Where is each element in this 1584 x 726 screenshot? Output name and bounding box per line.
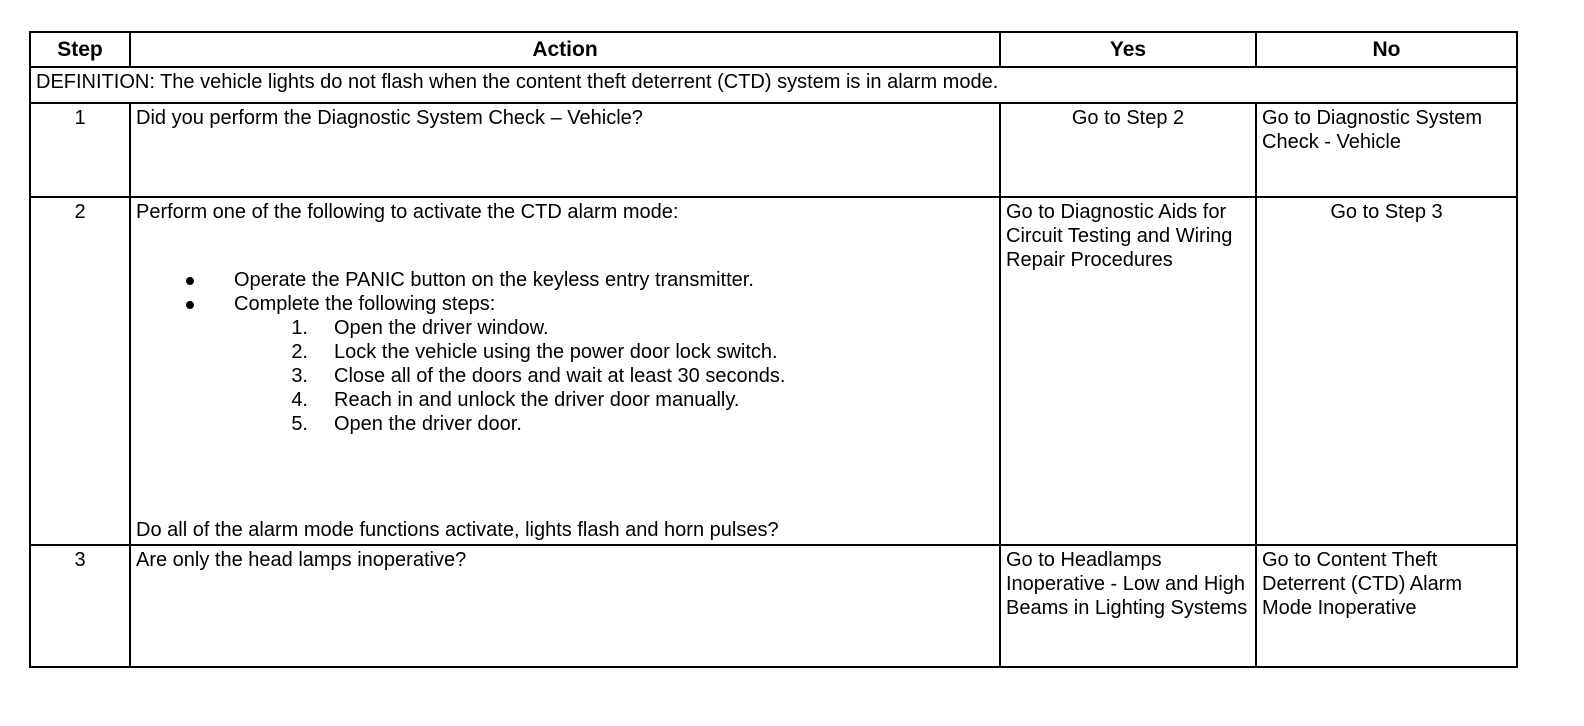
numbered-list — [234, 316, 994, 436]
no-result: Go to Diagnostic System Check - Vehicle — [1256, 103, 1517, 197]
list-item — [234, 388, 994, 412]
no-result: Go to Content Theft Deterrent (CTD) Alarm Mode Inoperative — [1256, 545, 1517, 667]
action-text: Are only the head lamps inoperative? — [130, 545, 1000, 667]
header-action: Action — [130, 32, 1000, 67]
list-number: 2. — [291, 341, 308, 363]
list-text: Open the driver door. — [334, 413, 522, 435]
action-cell — [130, 197, 1000, 545]
list-text: Lock the vehicle using the power door lock switch. — [334, 341, 778, 363]
list-item — [234, 364, 994, 388]
list-number: 5. — [291, 413, 308, 435]
yes-result: Go to Headlamps Inoperative - Low and High Beams in Lighting Systems — [1000, 545, 1256, 667]
table-row — [30, 197, 1517, 545]
header-row — [30, 32, 1517, 67]
bullet-item — [136, 268, 994, 292]
bullet-item — [136, 292, 994, 436]
list-item — [234, 316, 994, 340]
bullet-list — [136, 268, 994, 436]
yes-result: Go to Diagnostic Aids for Circuit Testing and Wiring Repair Procedures — [1000, 197, 1256, 545]
step-number: 3 — [30, 545, 130, 667]
bullet-text: Operate the PANIC button on the keyless entry transmitter. — [234, 269, 754, 291]
header-no: No — [1256, 32, 1517, 67]
bullet-text: Complete the following steps: — [234, 293, 496, 315]
list-item — [234, 412, 994, 436]
list-text: Open the driver window. — [334, 317, 549, 339]
definition-text: DEFINITION: The vehicle lights do not flash when the content theft deterrent (CTD) system is in alarm mode. — [30, 67, 1517, 103]
list-item — [234, 340, 994, 364]
list-number: 4. — [291, 389, 308, 411]
action-intro: Perform one of the following to activate the CTD alarm mode: — [136, 201, 679, 223]
step-number: 2 — [30, 197, 130, 545]
action-text: Did you perform the Diagnostic System Check – Vehicle? — [130, 103, 1000, 197]
bullet-dot-icon — [186, 301, 194, 309]
diagnostic-table — [29, 31, 1518, 668]
definition-row — [30, 67, 1517, 103]
table-row — [30, 103, 1517, 197]
list-text: Close all of the doors and wait at least 30 seconds. — [334, 365, 786, 387]
yes-result: Go to Step 2 — [1000, 103, 1256, 197]
table-row — [30, 545, 1517, 667]
no-result: Go to Step 3 — [1256, 197, 1517, 545]
action-question: Do all of the alarm mode functions activate, lights flash and horn pulses? — [136, 519, 779, 541]
list-number: 1. — [291, 317, 308, 339]
header-step: Step — [30, 32, 130, 67]
step-number: 1 — [30, 103, 130, 197]
list-number: 3. — [291, 365, 308, 387]
header-yes: Yes — [1000, 32, 1256, 67]
list-text: Reach in and unlock the driver door manually. — [334, 389, 740, 411]
bullet-dot-icon — [186, 277, 194, 285]
